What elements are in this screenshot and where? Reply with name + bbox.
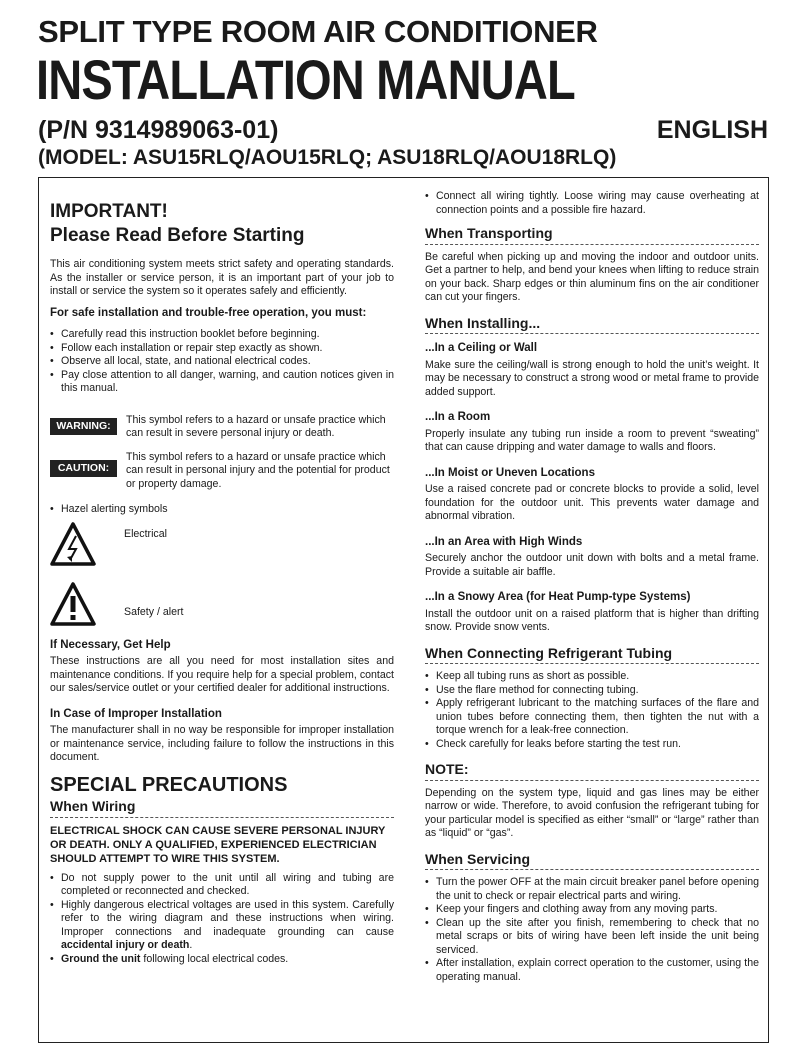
list-item: • Check carefully for leaks before starting the test run. [425,738,759,752]
safety-label: Safety / alert [124,605,184,618]
electrical-label: Electrical [124,527,167,540]
list-item: • Use the flare method for connecting tubing. [425,684,759,698]
list-item-emphasis: accidental injury or death [61,939,190,951]
winds-heading: ...In an Area with High Winds [425,535,583,548]
note-heading: NOTE: [425,763,759,781]
right-column [425,190,759,992]
note-paragraph: Depending on the system type, liquid and gas lines may be either narrow or wide. Therefore, to avoid confusion the refrigerant tubing for your particular model is specified as either “small” or “large” rather than as “liquid” or “gas”. [425,786,759,839]
improper-heading: In Case of Improper Installation [50,707,222,720]
tubing-heading: When Connecting Refrigerant Tubing [425,647,759,665]
warning-row [50,414,394,441]
list-item: • Do not supply power to the unit until all wiring and tubing are completed or reconnected and checked. [50,872,394,899]
header-line-1: SPLIT TYPE ROOM AIR CONDITIONER [38,14,598,49]
servicing-heading: When Servicing [425,853,759,871]
list-item [50,899,394,953]
room-heading: ...In a Room [425,411,491,423]
transporting-heading: When Transporting [425,227,759,245]
ceiling-paragraph: Make sure the ceiling/wall is strong enough to hold the unit’s weight. It may be necessary to construct a strong wood or metal frame to provide added support. [425,358,759,398]
caution-row [50,451,394,492]
list-item: • Observe all local, state, and national electrical codes. [50,355,394,369]
safety-symbol-row [50,581,394,627]
list-item: • Clean up the site after you finish, remembering to check that no metal scraps or bits of wiring have been left inside the unit being serviced. [425,917,759,958]
important-title: IMPORTANT! [50,201,168,222]
list-item: • Pay close attention to all danger, warning, and caution notices given in this manual. [50,369,394,396]
list-item: • Follow each installation or repair step exactly as shown. [50,342,394,356]
electrical-symbol-row [50,521,394,567]
list-item-text: Highly dangerous electrical voltages are used in this system. Carefully refer to the wiring diagram and these instructions when wiring. Improper connections and inadequate grounding can cause [61,898,394,938]
warning-text: This symbol refers to a hazard or unsafe practice which can result in severe personal injury or death. [126,413,386,439]
improper-paragraph: The manufacturer shall in no way be responsible for improper installation or maintenance service, including failure to follow the instructions in this document. [50,724,394,763]
symbols-list [50,503,394,517]
safety-alert-icon [50,581,96,627]
electrical-hazard-icon [50,521,96,567]
servicing-list [425,876,759,984]
must-list [50,328,394,396]
list-item: • After installation, explain correct operation to the customer, using the operating manual. [425,957,759,984]
must-heading: For safe installation and trouble-free operation, you must: [50,306,367,319]
left-column [50,190,394,974]
list-item-text: following local electrical codes. [140,952,289,965]
content-frame [38,177,769,1043]
list-item-text: . [189,939,193,951]
document-title: INSTALLATION MANUAL [36,48,575,111]
list-item: • Hazel alerting symbols [50,503,394,517]
connect-list [425,190,759,217]
snowy-paragraph: Install the outdoor unit on a raised platform that is higher than drifting snow. Provide snow vents. [425,607,759,633]
list-item: • Apply refrigerant lubricant to the matching surfaces of the flare and union tubes before connecting them, then tighten the nut with a torque wrench for a leak-free connection. [425,697,759,738]
tubing-list [425,670,759,751]
snowy-heading: ...In a Snowy Area (for Heat Pump-type Systems) [425,591,691,603]
part-number: (P/N 9314989063-01) [38,116,279,144]
list-item: • Keep all tubing runs as short as possible. [425,670,759,684]
wiring-heading: When Wiring [50,800,394,818]
room-paragraph: Properly insulate any tubing run inside a room to prevent “sweating” that can cause dripping and water damage to walls and floors. [425,427,759,453]
wiring-list [50,872,394,967]
model-line: (MODEL: ASU15RLQ/AOU15RLQ; ASU18RLQ/AOU18RLQ) [38,146,617,169]
language-label: ENGLISH [656,116,768,144]
warning-badge: WARNING: [50,418,117,435]
help-paragraph: These instructions are all you need for most installation sites and maintenance conditions. If you require help for a special problem, contact our sales/service outlet or your certified dealer for additional instructions. [50,655,394,694]
winds-paragraph: Securely anchor the outdoor unit down with bolts and a metal frame. Provide a suitable air baffle. [425,552,759,578]
special-precautions-heading: SPECIAL PRECAUTIONS [50,773,288,796]
important-subtitle: Please Read Before Starting [50,225,305,246]
list-item: • Connect all wiring tightly. Loose wiring may cause overheating at connection points and a possible fire hazard. [425,190,759,217]
list-item-emphasis: Ground the unit [61,952,141,965]
installing-heading: When Installing... [425,317,759,335]
help-heading: If Necessary, Get Help [50,638,171,651]
transporting-paragraph: Be careful when picking up and moving the indoor and outdoor units. Get a partner to help, and bend your knees when lifting to reduce strain on your back. Sharp edges or thin aluminum fins on the air conditioner can cut your fingers. [425,250,759,303]
list-item: • Keep your fingers and clothing away from any moving parts. [425,903,759,917]
moist-paragraph: Use a raised concrete pad or concrete blocks to provide a solid, level foundation for the outdoor unit. This prevents water damage and abnormal vibration. [425,483,759,522]
ceiling-heading: ...In a Ceiling or Wall [425,342,538,354]
list-item [50,953,394,967]
caution-text: This symbol refers to a hazard or unsafe practice which can result in personal injury and the potential for product or property damage. [126,450,390,490]
intro-paragraph: This air conditioning system meets strict safety and operating standards. As the installer or service person, it is an important part of your job to install or service the system so it operates safely and efficiently. [50,258,394,297]
list-item: • Turn the power OFF at the main circuit breaker panel before opening the unit to check or repair electrical parts and wiring. [425,876,759,903]
wiring-warning: ELECTRICAL SHOCK CAN CAUSE SEVERE PERSONAL INJURY OR DEATH. ONLY A QUALIFIED, EXPERIENCED ELECTRICIAN SHOULD ATTEMPT TO WIRE THIS SYSTEM. [50,824,386,865]
list-item: • Carefully read this instruction booklet before beginning. [50,328,394,342]
moist-heading: ...In Moist or Uneven Locations [425,466,595,479]
caution-badge: CAUTION: [50,460,117,477]
